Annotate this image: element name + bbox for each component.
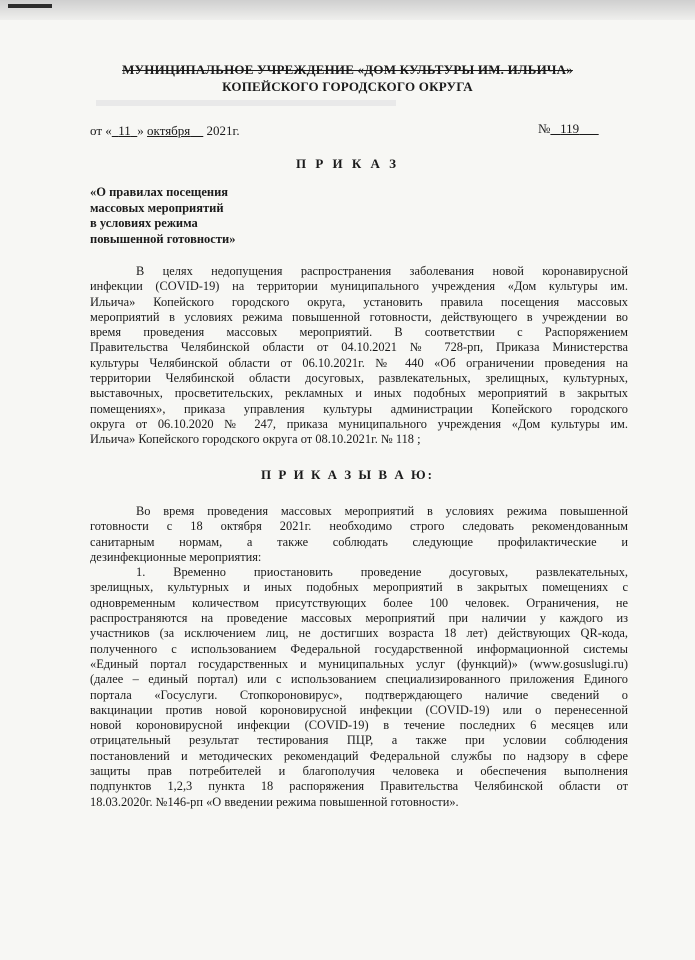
preamble-paragraph [90, 264, 628, 448]
text-line: одновременным количеством присутствующих более 100 человек. Ограничения, не [90, 595, 628, 610]
subject-line: «О правилах посещения [90, 185, 229, 199]
text-line: подпунктов 1,2,3 пункта 18 распоряжения Правительства Челябинской области от [90, 779, 628, 794]
document-title: П Р И К А З [295, 156, 400, 171]
text-line: готовности с 18 октября 2021г. необходимо строго следовать рекомендованным [90, 519, 628, 534]
text-line: культуры Челябинской области от 06.10.2021г. № 440 «Об ограничении проведения на [90, 355, 628, 370]
text-line: «Единый портал государственных и муниципальных услуг (функций)» (www.gosuslugi.ru) [90, 656, 628, 671]
order-subject [90, 185, 310, 247]
text-line: инфекции (COVID-19) на территории муниципального учреждения «Дом культуры им. [90, 279, 628, 294]
number-label: № [538, 121, 551, 136]
subject-line: в условиях режима [90, 216, 198, 230]
date-month: октября [147, 123, 191, 138]
text-line: мероприятий в условиях режима повышенной готовности, действующего в учреждении во [90, 309, 628, 324]
scan-smudge [96, 100, 396, 106]
date-year: 2021г. [206, 123, 240, 138]
date-prefix: от « [90, 123, 112, 138]
date-day: 11 [118, 123, 131, 138]
text-line: (далее – единый портал) или с использованием специализированного приложения Единого [90, 672, 628, 687]
text-line: новой короновирусной инфекции (COVID-19) в течение последних 6 месяцев или [90, 718, 628, 733]
order-heading: П Р И К А З Ы В А Ю: [261, 467, 434, 482]
subject-line: повышенной готовности» [90, 231, 236, 246]
text-line: защиты прав потребителей и благополучия человека и обеспечения выполнения [90, 764, 628, 779]
text-line: зрелищных, культурных и иных подобных мероприятий в закрытых помещениях с [90, 580, 628, 595]
organization-header [0, 62, 695, 95]
text-line: Ильича» Копейского городского округа от 08.10.2021г. № 118 ; [90, 432, 421, 447]
subject-line: массовых мероприятий [90, 200, 224, 215]
text-line: дезинфекционные мероприятия: [90, 549, 262, 564]
text-line: территории Челябинской области досуговых, развлекательных, зрелищных, культурных, [90, 371, 628, 386]
text-line: полученного с использованием Федеральной государственной информационной системы [90, 641, 628, 656]
text-line: Во время проведения массовых мероприятий в условиях режима повышенной [136, 504, 628, 518]
organization-name: МУНИЦИПАЛЬНОЕ УЧРЕЖДЕНИЕ «ДОМ КУЛЬТУРЫ ИМ. ИЛЬИЧА» [122, 62, 573, 77]
text-line: вакцинации против новой короновирусной инфекции (COVID-19) или о перенесенной [90, 702, 628, 717]
text-line: Ильича» Копейского городского округа, установить правила посещения массовых [90, 294, 628, 309]
text-line: постановлений и методических рекомендаций Федеральной службы по надзору в сфере [90, 748, 628, 763]
order-body [90, 504, 628, 810]
text-line: Правительства Челябинской области от 04.10.2021 № 728-рп, Приказа Министерства [90, 340, 628, 355]
text-line: В целях недопущения распространения заболевания новой коронавирусной [136, 264, 628, 278]
text-line: выставочных, просветительских, рекламных и иных подобных мероприятий в закрытых [90, 386, 628, 401]
text-line: распространяются на проведение массовых мероприятий при наличии у каждого из [90, 611, 628, 626]
number-value: 119 [560, 121, 580, 136]
text-line: санитарным нормам, а также соблюдать следующие профилактические и [90, 534, 628, 549]
list-item-1: 1. Временно приостановить проведение досуговых, развлекательных, [136, 565, 628, 580]
text-line: 18.03.2020г. №146-рп «О введении режима повышенной готовности». [90, 794, 459, 809]
text-line: отрицательный результат тестирования ПЦР, а также при условии соблюдения [90, 733, 628, 748]
text-line: помещениях», приказа управления культуры администрации Копейского городского [90, 401, 628, 416]
scan-mark [8, 4, 52, 8]
text-line: участников (за исключением лиц, не достигших возраста 18 лет) действующих QR-кода, [90, 626, 628, 641]
text-line: время проведения массовых мероприятий. В соответствии с Распоряжением [90, 325, 628, 340]
scan-top-edge [0, 0, 695, 20]
date-quote: » [137, 123, 144, 138]
order-date [90, 123, 240, 139]
text-line: портала «Госуслуги. Стопкороновирус», подтверждающего наличие сведений о [90, 687, 628, 702]
text-line: округа от 06.10.2020 № 247, приказа муниципального учреждения «Дом культуры им. [90, 416, 628, 431]
order-number [538, 121, 599, 137]
organization-district: КОПЕЙСКОГО ГОРОДСКОГО ОКРУГА [222, 79, 473, 94]
